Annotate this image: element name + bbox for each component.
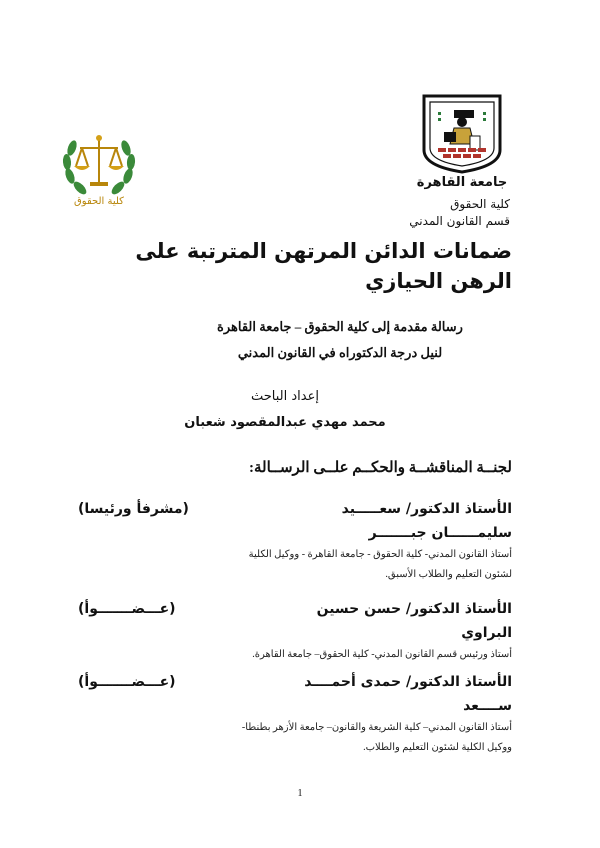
- member-description: لشئون التعليم والطلاب الأسبق.: [385, 569, 512, 580]
- member-description: أستاذ القانون المدني– كلية الشريعة والقانون– جامعة الأزهر بطنطا-: [241, 722, 512, 733]
- svg-text:كلية الحقوق: كلية الحقوق: [74, 196, 124, 207]
- subtitle-line1: رسالة مقدمة إلى كلية الحقوق – جامعة القاهرة: [217, 319, 463, 334]
- author-label: إعداد الباحث: [251, 389, 319, 404]
- page-number: 1: [297, 788, 303, 799]
- committee-member: [78, 670, 512, 758]
- faculty-of-law-logo: [58, 126, 140, 210]
- thesis-title-line1: ضمانات الدائن المرتهن المترتبة على: [135, 239, 512, 263]
- thesis-subtitle: [80, 314, 600, 366]
- member-role: (عـــضـــــــوأ): [78, 601, 176, 617]
- member-name: الأستاذ الدكتور/ حمدى أحمــــد: [304, 674, 512, 690]
- faculty-header: [409, 196, 510, 230]
- scales-of-justice-icon: [58, 126, 140, 210]
- thesis-title: [70, 236, 512, 296]
- subtitle-line2: لنيل درجة الدكتوراه في القانون المدني: [237, 345, 443, 360]
- committee-member: [78, 497, 512, 585]
- svg-text:جامعة القاهرة: جامعة القاهرة: [416, 175, 508, 190]
- committee-heading: لجنــة المناقشــة والحكــم علــى الرســالة:: [249, 460, 512, 476]
- author-name: محمد مهدي عبدالمقصود شعبان: [184, 415, 386, 430]
- cairo-university-logo: [414, 92, 510, 190]
- university-emblem-icon: [414, 92, 510, 190]
- member-description: ووكيل الكلية لشئون التعليم والطلاب.: [363, 742, 512, 753]
- author-block: [155, 384, 415, 436]
- member-name: الأستاذ الدكتور/ سعـــــيد: [341, 501, 512, 517]
- member-name-continued: ســــعد: [463, 698, 512, 714]
- member-description: أستاذ ورئيس قسم القانون المدني- كلية الحقوق– جامعة القاهرة.: [252, 649, 512, 660]
- thesis-title-line2: الرهن الحيازي: [365, 269, 512, 293]
- committee-member: [78, 597, 512, 665]
- member-description: أستاذ القانون المدني- كلية الحقوق - جامعة القاهرة - ووكيل الكلية: [248, 549, 512, 560]
- department-name: قسم القانون المدني: [409, 214, 510, 228]
- member-role: (عـــضـــــــوأ): [78, 674, 176, 690]
- faculty-name: كلية الحقوق: [450, 197, 510, 211]
- member-name: الأستاذ الدكتور/ حسن حسين: [316, 601, 512, 617]
- member-name-continued: البراوي: [461, 625, 512, 641]
- member-role: (مشرفأ ورئيسا): [78, 501, 189, 517]
- member-name-continued: سليمــــــان جبـــــــر: [368, 525, 512, 541]
